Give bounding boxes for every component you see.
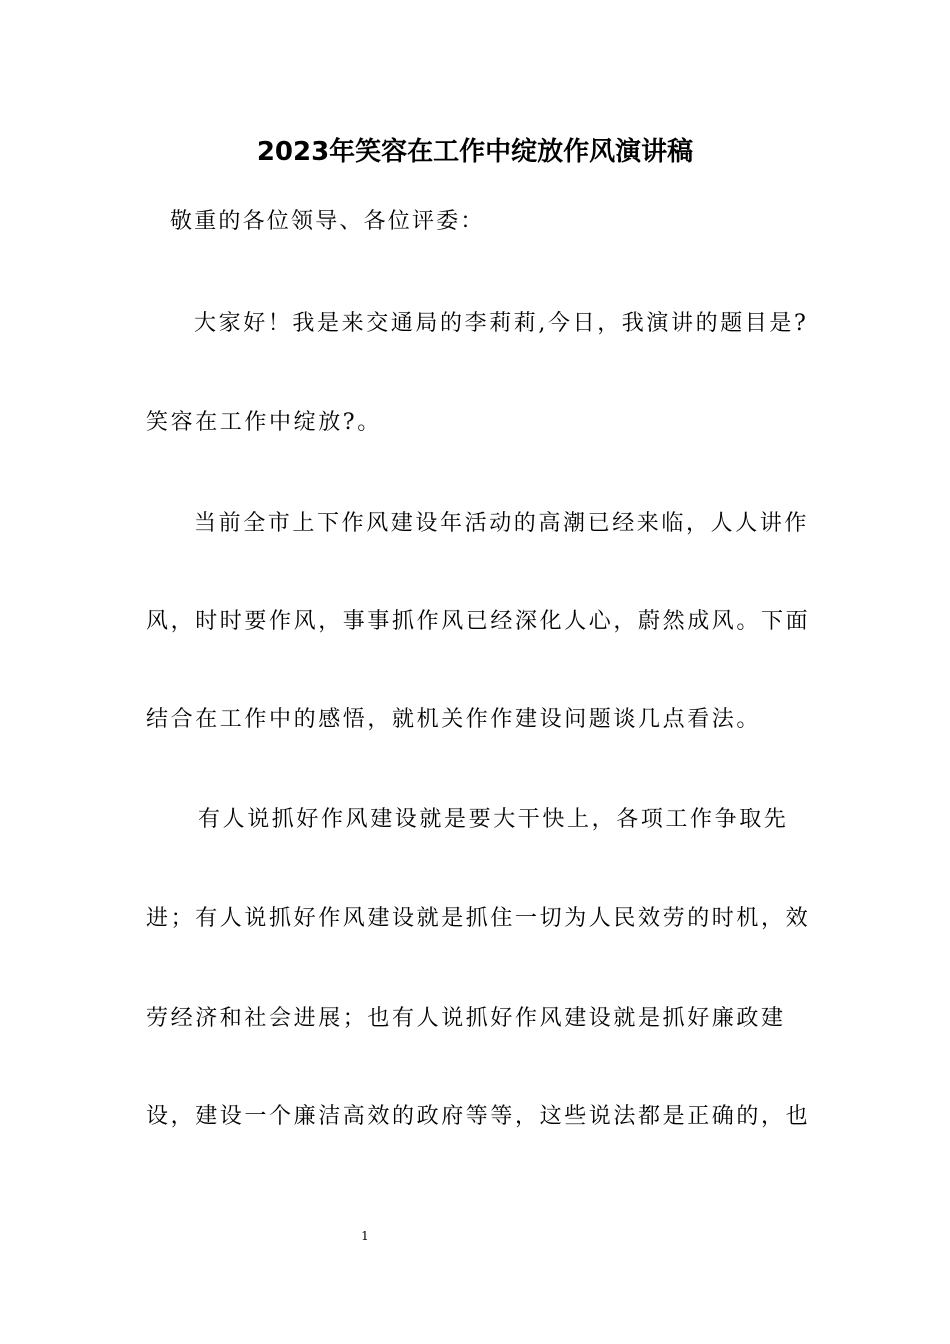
paragraph-line: 大家好！我是来交通局的李莉莉,今日，我演讲的题目是?: [194, 311, 809, 336]
paragraph-line: 进；有人说抓好作风建设就是抓住一切为人民效劳的时机，效: [146, 906, 811, 931]
paragraph-line: 劳经济和社会进展；也有人说抓好作风建设就是抓好廉政建: [146, 1006, 786, 1031]
paragraph-line: 结合在工作中的感悟，就机关作作建设问题谈几点看法。: [146, 707, 762, 732]
paragraph-line: 笑容在工作中绽放?。: [146, 410, 382, 435]
paragraph-line: 有人说抓好作风建设就是要大干快上，各项工作争取先: [198, 807, 789, 832]
paragraph-line: 设，建设一个廉洁高效的政府等等，这些说法都是正确的，也: [146, 1104, 811, 1129]
salutation: 敬重的各位领导、各位评委：: [170, 209, 485, 234]
page-number: 1: [361, 1229, 369, 1243]
paragraph-line: 风，时时要作风，事事抓作风已经深化人心，蔚然成风。下面: [146, 609, 811, 634]
document-title: 2023年笑容在工作中绽放作风演讲稿: [256, 137, 694, 167]
paragraph-line: 当前全市上下作风建设年活动的高潮已经来临，人人讲作: [194, 511, 810, 536]
